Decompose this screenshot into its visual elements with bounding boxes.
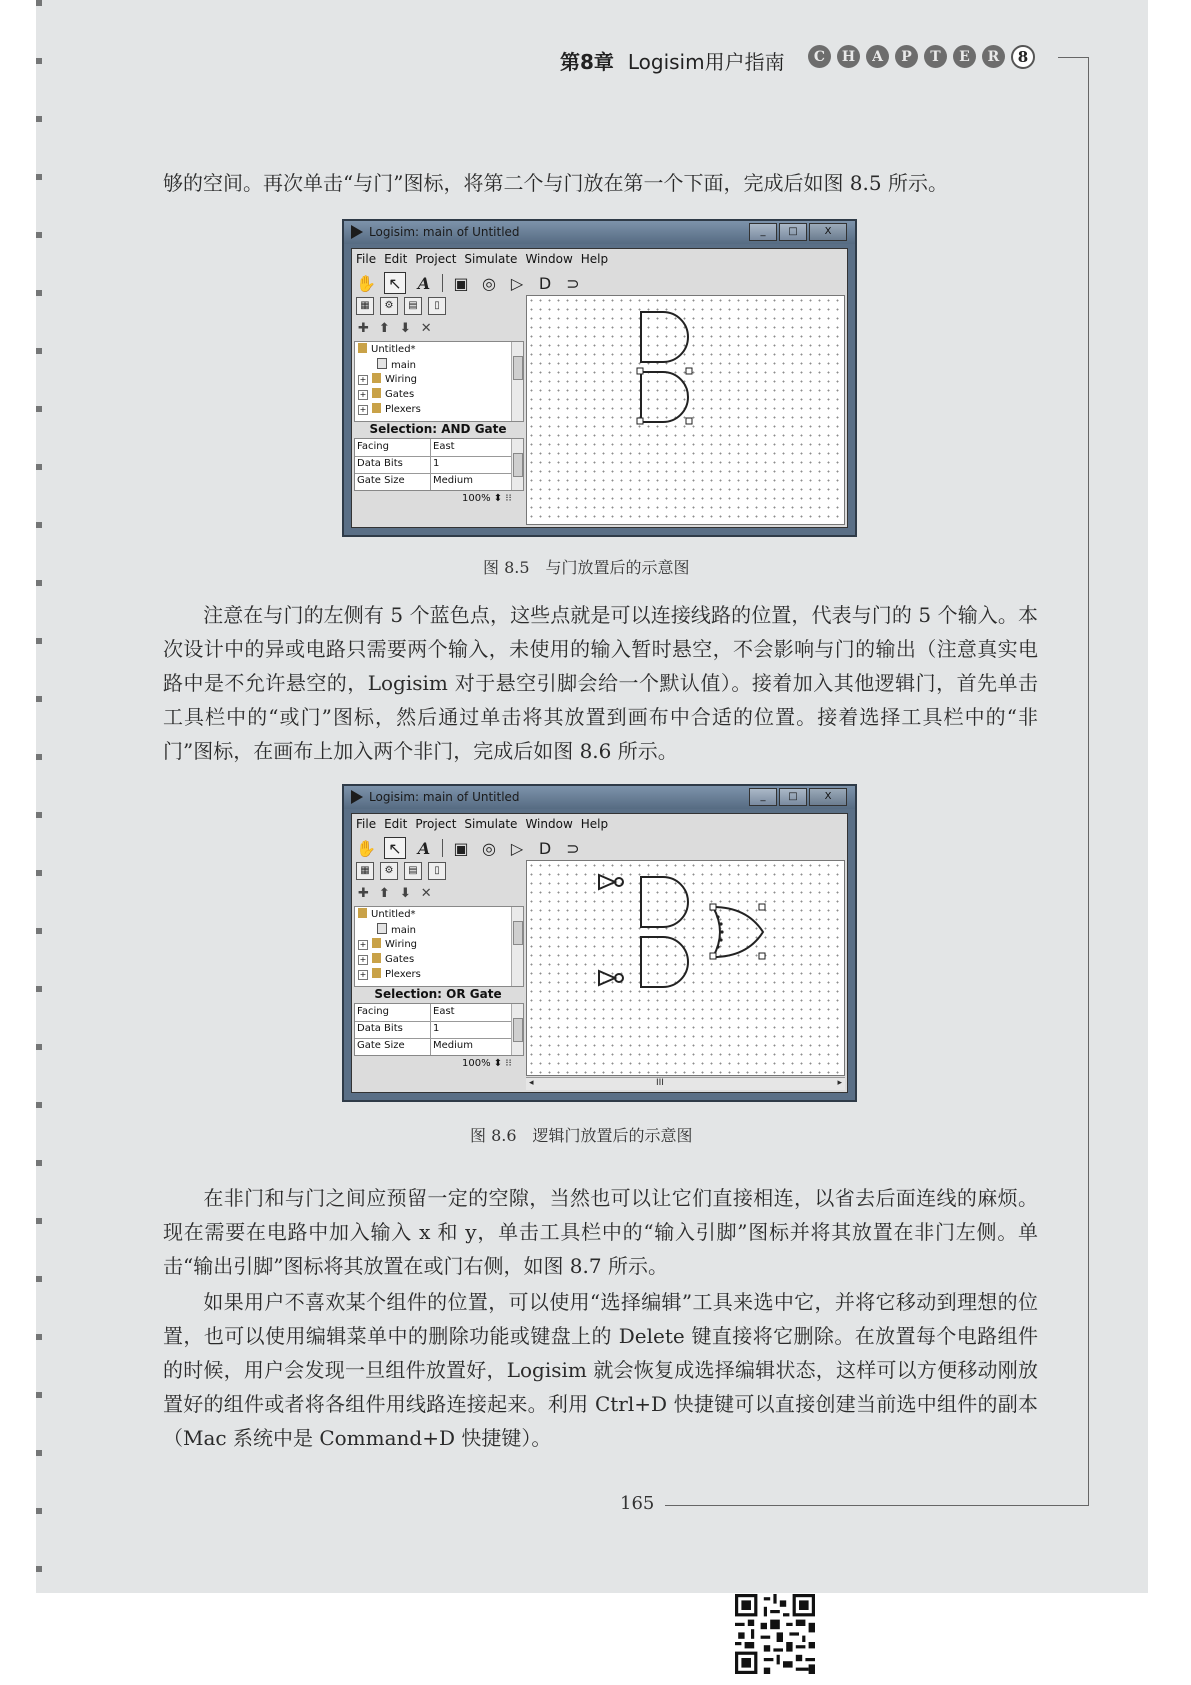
paragraph: 如果用户不喜欢某个组件的位置，可以使用“选择编辑”工具来选中它，并将它移动到理想的位置，也可以使用编辑菜单中的删除功能或键盘上的 Delete 键直接将它删除。在放置每个电路组件的时候，用户会发现一旦组件放置好，Logisim 就会恢复成选择编辑状态，这样可以方便移动刚放置好的组件或者将各组件用线路连接起来。利用 Ctrl+D 快捷键可以直接创建当前选中组件的副本（Mac 系统中是 Command+D 快捷键）。 <box>163 1290 1038 1450</box>
and-gate-icon[interactable]: D <box>538 838 552 858</box>
chapter-letter: C <box>808 45 831 68</box>
input-pin-icon[interactable]: ▣ <box>453 273 469 293</box>
zoom-control[interactable]: 100% ⬍ ⁝⁝ <box>462 1058 512 1069</box>
attr-scrollbar[interactable] <box>511 439 523 490</box>
title-bar <box>344 786 855 809</box>
scroll-right-icon[interactable]: ▸ <box>837 1078 842 1088</box>
attr-row[interactable]: Facing East <box>355 1004 511 1022</box>
text-tool-icon[interactable]: A <box>417 838 431 858</box>
footer-rule <box>665 1505 1089 1506</box>
expand-icon[interactable]: + <box>359 970 367 979</box>
menu-edit[interactable]: Edit <box>384 252 408 266</box>
scroll-thumb[interactable] <box>513 1018 523 1042</box>
project-toolbar <box>358 321 432 336</box>
logisim-window <box>342 219 857 537</box>
chapter-letter: T <box>924 45 947 68</box>
poke-tool-icon[interactable]: ✋ <box>356 838 376 858</box>
explorer-tree <box>354 906 524 987</box>
folder-icon <box>358 908 367 918</box>
attribute-table <box>354 1003 524 1056</box>
tree-item-plexers[interactable]: + Plexers <box>359 404 421 415</box>
tree-item-project[interactable]: Untitled* <box>358 908 416 922</box>
attr-row[interactable]: Facing East <box>355 439 511 457</box>
move-down-icon[interactable]: ⬇ <box>399 321 411 336</box>
expand-icon[interactable]: + <box>359 940 367 949</box>
folder-icon <box>372 953 381 963</box>
window-title: Logisim: main of Untitled <box>369 790 520 804</box>
chapter-letter: P <box>895 45 918 68</box>
layout-view-icon[interactable]: ▤ <box>404 297 422 315</box>
and-gate[interactable] <box>641 877 688 927</box>
chapter-label: 第8章 <box>560 50 614 74</box>
menu-bar <box>352 249 847 269</box>
canvas-hscrollbar[interactable] <box>526 1077 845 1090</box>
poke-tool-icon[interactable]: ✋ <box>356 273 376 293</box>
not-gate[interactable] <box>599 971 623 985</box>
menu-bar <box>352 814 847 834</box>
tree-item-plexers[interactable]: + Plexers <box>359 969 421 980</box>
logisim-window <box>342 784 857 1102</box>
folder-icon <box>372 388 381 398</box>
tree-item-gates[interactable]: + Gates <box>359 389 415 400</box>
expand-icon[interactable]: + <box>359 405 367 414</box>
folder-icon <box>358 343 367 353</box>
menu-help[interactable]: Help <box>580 817 609 831</box>
chapter-letter: H <box>837 45 860 68</box>
chapter-badge <box>808 45 1035 69</box>
selection-handles[interactable] <box>637 368 692 424</box>
tree-scrollbar[interactable] <box>511 342 523 421</box>
explorer-tree <box>354 341 524 422</box>
simulation-view-icon[interactable]: ⚙ <box>380 862 398 880</box>
menu-file[interactable]: File <box>356 252 377 266</box>
margin-rule <box>1088 57 1089 1505</box>
menu-project[interactable]: Project <box>415 817 457 831</box>
chapter-title: Logisim用户指南 <box>627 50 785 74</box>
add-circuit-icon[interactable]: ✚ <box>358 321 369 336</box>
attr-row[interactable]: Data Bits 1 <box>355 456 511 474</box>
qr-code-icon <box>735 1594 815 1674</box>
attr-row[interactable]: Gate Size Medium <box>355 1038 511 1055</box>
expand-icon[interactable]: + <box>359 375 367 384</box>
logisim-icon <box>351 790 363 804</box>
running-header <box>560 46 785 75</box>
appearance-view-icon[interactable]: ▯ <box>428 297 446 315</box>
circuit-canvas[interactable] <box>526 295 845 525</box>
toolbar <box>356 271 583 295</box>
output-pin-icon[interactable]: ◎ <box>482 273 496 293</box>
selection-title: Selection: AND Gate <box>369 422 507 436</box>
explorer-toolbar <box>356 862 446 880</box>
tree-scrollbar[interactable] <box>511 907 523 986</box>
circuit-canvas[interactable] <box>526 860 845 1076</box>
page-number: 165 <box>620 1493 655 1514</box>
chapter-letter: A <box>866 45 889 68</box>
circuit-drawing <box>527 861 845 1071</box>
scroll-grip[interactable]: III <box>656 1078 664 1088</box>
folder-icon <box>372 373 381 383</box>
output-pin-icon[interactable]: ◎ <box>482 838 496 858</box>
circuit-drawing <box>527 296 845 516</box>
explorer-toolbar <box>356 297 446 315</box>
move-down-icon[interactable]: ⬇ <box>399 886 411 901</box>
scroll-thumb[interactable] <box>513 356 523 380</box>
binding-edge <box>36 0 42 1593</box>
scroll-thumb[interactable] <box>513 453 523 477</box>
toolbox-view-icon[interactable]: ▦ <box>356 862 374 880</box>
delete-icon[interactable]: ✕ <box>420 886 432 901</box>
select-tool-icon[interactable]: ↖ <box>384 272 406 294</box>
move-up-icon[interactable]: ⬆ <box>378 886 390 901</box>
and-gate[interactable] <box>641 312 688 362</box>
close-button[interactable]: X <box>809 788 847 806</box>
close-button[interactable]: X <box>809 223 847 241</box>
selection-handles[interactable] <box>710 904 765 959</box>
chapter-letter: R <box>982 45 1005 68</box>
tree-item-main[interactable]: main <box>377 358 416 372</box>
input-pin-icon[interactable]: ▣ <box>453 838 469 858</box>
attribute-table <box>354 438 524 491</box>
and-gate[interactable] <box>641 372 688 422</box>
figure-caption: 图 8.5 与门放置后的示意图 <box>483 558 690 577</box>
toolbar <box>356 836 583 860</box>
menu-window[interactable]: Window <box>525 817 573 831</box>
attr-row[interactable]: Data Bits 1 <box>355 1021 511 1039</box>
minimize-button[interactable]: _ <box>749 788 777 806</box>
menu-window[interactable]: Window <box>525 252 573 266</box>
not-gate-icon[interactable]: ▷ <box>510 838 524 858</box>
window-client <box>351 813 848 1093</box>
tree-item-project[interactable]: Untitled* <box>358 343 416 357</box>
add-circuit-icon[interactable]: ✚ <box>358 886 369 901</box>
delete-icon[interactable]: ✕ <box>420 321 432 336</box>
layout-view-icon[interactable]: ▤ <box>404 862 422 880</box>
paragraph: 在非门和与门之间应预留一定的空隙，当然也可以让它们直接相连，以省去后面连线的麻烦。现在需要在电路中加入输入 x 和 y，单击工具栏中的“输入引脚”图标并将其放置在非门左侧。单击“输出引脚”图标将其放置在或门右侧，如图 8.7 所示。 <box>163 1186 1038 1278</box>
or-gate-icon[interactable]: ⊃ <box>566 838 580 858</box>
minimize-button[interactable]: _ <box>749 223 777 241</box>
not-gate[interactable] <box>599 875 623 889</box>
appearance-view-icon[interactable]: ▯ <box>428 862 446 880</box>
tree-item-gates[interactable]: + Gates <box>359 954 415 965</box>
chapter-letter: E <box>953 45 976 68</box>
not-gate-icon[interactable]: ▷ <box>510 273 524 293</box>
expand-icon[interactable]: + <box>359 390 367 399</box>
folder-icon <box>372 403 381 413</box>
logisim-icon <box>351 225 363 239</box>
simulation-view-icon[interactable]: ⚙ <box>380 297 398 315</box>
circuit-icon <box>377 923 387 934</box>
text-tool-icon[interactable]: A <box>417 273 431 293</box>
menu-simulate[interactable]: Simulate <box>464 817 518 831</box>
menu-help[interactable]: Help <box>580 252 609 266</box>
or-gate-icon[interactable]: ⊃ <box>566 273 580 293</box>
toolbar-separator <box>442 274 443 292</box>
project-toolbar <box>358 886 432 901</box>
chapter-number: 8 <box>1011 45 1035 69</box>
menu-simulate[interactable]: Simulate <box>464 252 518 266</box>
tree-item-wiring[interactable]: + Wiring <box>359 374 418 385</box>
maximize-button[interactable]: □ <box>779 788 807 806</box>
paragraph: 注意在与门的左侧有 5 个蓝色点，这些点就是可以连接线路的位置，代表与门的 5 个输入。本次设计中的异或电路只需要两个输入，未使用的输入暂时悬空，不会影响与门的输出（注意真实电路中是不允许悬空的，Logisim 对于悬空引脚会给一个默认值）。接着加入其他逻辑门，首先单击工具栏中的“或门”图标，然后通过单击将其放置到画布中合适的位置。接着选择工具栏中的“非门”图标，在画布上加入两个非门，完成后如图 8.6 所示。 <box>163 603 1038 763</box>
menu-project[interactable]: Project <box>415 252 457 266</box>
tree-item-main[interactable]: main <box>377 923 416 937</box>
circuit-icon <box>377 358 387 369</box>
folder-icon <box>372 968 381 978</box>
attr-row[interactable]: Gate Size Medium <box>355 473 511 490</box>
paragraph: 够的空间。再次单击“与门”图标，将第二个与门放在第一个下面，完成后如图 8.5 所示。 <box>163 171 948 195</box>
folder-icon <box>372 938 381 948</box>
attr-scrollbar[interactable] <box>511 1004 523 1055</box>
menu-edit[interactable]: Edit <box>384 817 408 831</box>
scroll-thumb[interactable] <box>513 921 523 945</box>
window-client <box>351 248 848 528</box>
header-rule <box>1058 57 1088 58</box>
selection-title: Selection: OR Gate <box>374 987 502 1001</box>
window-title: Logisim: main of Untitled <box>369 225 520 239</box>
toolbar-separator <box>442 839 443 857</box>
menu-file[interactable]: File <box>356 817 377 831</box>
figure-caption: 图 8.6 逻辑门放置后的示意图 <box>470 1126 693 1145</box>
zoom-control[interactable]: 100% ⬍ ⁝⁝ <box>462 493 512 504</box>
and-gate-icon[interactable]: D <box>538 273 552 293</box>
title-bar <box>344 221 855 244</box>
scroll-left-icon[interactable]: ◂ <box>529 1078 534 1088</box>
move-up-icon[interactable]: ⬆ <box>378 321 390 336</box>
and-gate[interactable] <box>641 937 688 987</box>
toolbox-view-icon[interactable]: ▦ <box>356 297 374 315</box>
select-tool-icon[interactable]: ↖ <box>384 837 406 859</box>
expand-icon[interactable]: + <box>359 955 367 964</box>
tree-item-wiring[interactable]: + Wiring <box>359 939 418 950</box>
maximize-button[interactable]: □ <box>779 223 807 241</box>
